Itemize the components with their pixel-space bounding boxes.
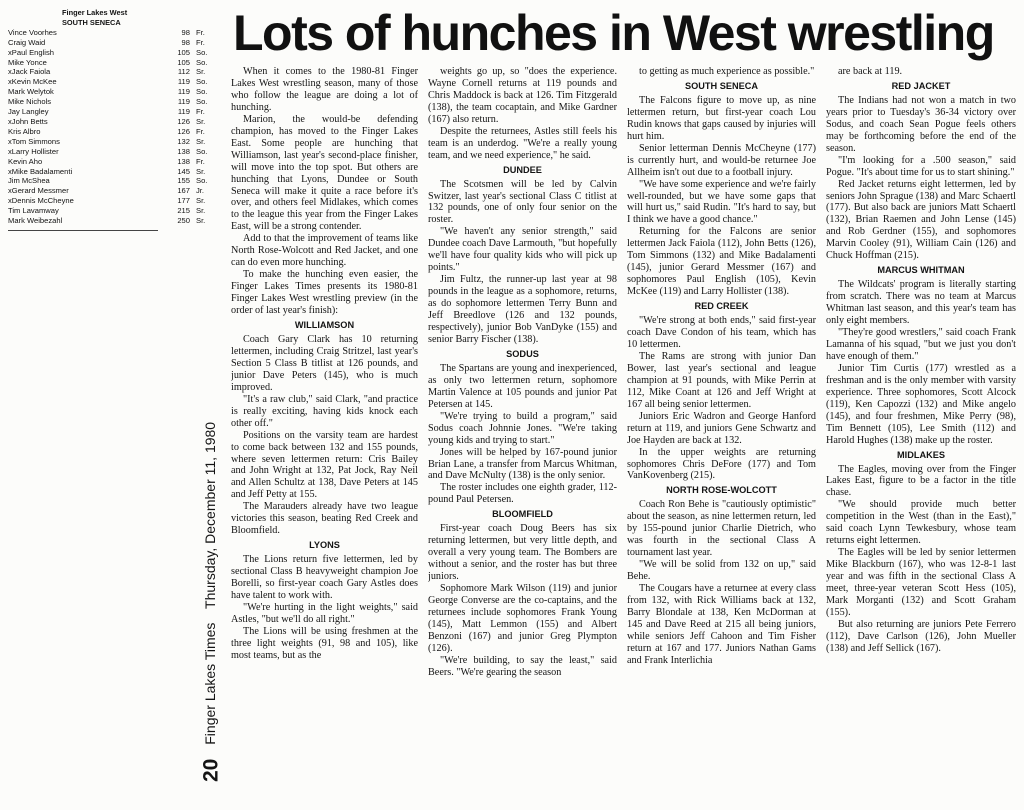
roster-year: So. [196,87,208,97]
roster-name: xPaul English [8,47,55,57]
section-heading: MARCUS WHITMAN [877,265,965,276]
roster-name: xTom Simmons [8,136,60,146]
roster-row [8,147,226,157]
roster-name: Jim McShea [8,176,50,186]
article-paragraph: Coach Ron Behe is "cautiously optimistic" about the season, as nine lettermen return, led by 155-pound junior Charlie Dietrich, who was fourth in the sectional Class A tournament last year. [627,499,816,559]
article-paragraph: Coach Gary Clark has 10 returning lettermen, including Craig Stritzel, last year's Section 5 Class B titlist at 126 pounds, and junior Dave Peters (145), who is much improved. [231,333,418,393]
article-paragraph: The Lions return five lettermen, led by sectional Class B heavyweight champion Joe Borelli, so first-year coach Gary Astles does have talent to work with. [231,554,418,601]
section-heading: MIDLAKES [897,449,945,460]
roster-name: xMike Badalamenti [8,166,73,176]
article-paragraph: Jones will be helped by 167-pound junior Brian Lane, a transfer from Marcus Whitman, and Dave McNulty (138) is the only senior. [428,446,617,482]
roster-box [8,8,226,231]
article-paragraph: Positions on the varsity team are hardest to come back between 132 and 155 pounds, where seven lettermen return: Cris Bailey and John Wright at 132, Pat Jock, Ray Neil and Allen Schultz at 138, Dave Peters at 145 and Jeff Petty at 155. [231,429,418,501]
roster-row [8,117,226,127]
article-paragraph: The Lions will be using freshmen at the three light weights (91, 98 and 105), like most teams, but as the [231,625,418,661]
article-paragraph: "We're hurting in the light weights," said Astles, "but we'll do all right." [231,601,418,625]
roster-row [8,107,226,117]
section-heading: WILLIAMSON [294,320,355,331]
roster-name: Mike Nichols [8,97,52,107]
roster-weight: 126 [177,126,190,136]
roster-name: Mark Welytok [8,87,54,97]
article-paragraph: Junior Tim Curtis (177) wrestled as a freshman and is the only member with varsity experience. Three sophomores, Scott Alcock (119), Ken Capozzi (132) and Mike angelo (145), and four freshmen, Mike Perry (98), Tim Bennett (105), Lee Smith (112) and Harold Hughes (138) make up the roster. [826,362,1016,446]
roster-weight: 119 [177,107,190,117]
roster-weight: 105 [177,57,190,67]
issue-date: Thursday, December 11, 1980 [202,421,218,609]
article-paragraph: weights go up, so "does the experience. Wayne Cornell returns at 119 pounds and Chris Maddock is back at 126. Tim Fitzgerald (138), the team cocaptain, and Mike Gardner (167) also return. [428,66,617,125]
roster-year: So. [196,57,208,67]
page-number: 20 [199,758,223,782]
roster-name: xJohn Betts [8,116,48,126]
roster-team: SOUTH SENECA [62,17,121,27]
article-paragraph: to getting as much experience as possible." [639,66,815,77]
roster-year: Sr. [196,206,206,216]
roster-year: Sr. [196,166,206,176]
roster-row [8,196,226,206]
roster-year: Sr. [196,67,206,77]
article-paragraph: "I'm looking for a .500 season," said Pogue. "It's about time for us to start shining." [826,154,1016,178]
roster-year: So. [196,146,208,156]
roster-list [8,28,226,226]
article-paragraph: "We should provide much better competition in the West (than in the East)," said coach Lynn Tewkesbury, whose team returns eight lettermen. [826,499,1016,547]
roster-name: Kris Albro [8,126,41,136]
roster-row [8,67,226,77]
roster-year: So. [196,176,208,186]
roster-name: xLarry Hollister [8,146,59,156]
article-column-4 [826,66,1016,806]
roster-year: Fr. [196,107,205,117]
roster-year: Fr. [196,27,205,37]
roster-row [8,77,226,87]
article-paragraph: are back at 119. [838,66,903,77]
roster-row [8,48,226,58]
roster-year: Sr. [196,116,206,126]
roster-weight: 119 [177,97,190,107]
roster-year: Sr. [196,136,206,146]
roster-row [8,127,226,137]
article-paragraph: The roster includes one eighth grader, 112-pound Paul Petersen. [428,482,617,506]
publication-name: Finger Lakes Times [202,622,218,745]
section-heading: SOUTH SENECA [685,80,758,91]
article-paragraph: The Eagles will be led by senior lettermen Mike Blackburn (167), who was 12-8-1 last year and was fifth in the sectional Class A meet, three-year veteran Scott Hess (105), Mark Morganti (132) and Scott Graham (155). [826,547,1016,618]
roster-year: So. [196,77,208,87]
roster-row [8,58,226,68]
article-paragraph: "It's a raw club," said Clark, "and practice is really exciting, having kids knock each other off." [231,393,418,429]
roster-name: Kevin Aho [8,156,43,166]
roster-year: Jr. [196,186,205,196]
article-paragraph: Senior letterman Dennis McCheyne (177) is currently hurt, and would-be returnee Joe Allheim isn't out due to a football injury. [627,142,816,178]
article-paragraph: When it comes to the 1980-81 Finger Lakes West wrestling season, many of those who follow the league are doing a lot of hunching. [231,66,418,113]
roster-weight: 98 [181,27,190,37]
roster-year: So. [196,47,208,57]
page-sidebar [150,360,223,800]
roster-weight: 105 [177,47,190,57]
roster-weight: 250 [177,216,190,226]
roster-name: xKevin McKee [8,77,57,87]
article-paragraph: "We have some experience and we're fairly well-rounded, but we have some gaps that will hurt us," said Rudin. "It's hard to say, but I think we have a good chance." [627,178,816,226]
roster-weight: 138 [177,146,190,156]
roster-name: Mark Weibezahl [8,216,63,226]
article-paragraph: The Wildcats' program is literally starting from scratch. There was no team at Marcus Whitman last season, and this year's team has only eight members. [826,279,1016,327]
roster-name: Craig Waid [8,37,46,47]
roster-name: xDennis McCheyne [8,196,74,206]
roster-year: Fr. [196,156,205,166]
section-heading: RED CREEK [694,301,749,312]
roster-weight: 119 [177,87,190,97]
article-paragraph: "We're trying to build a program," said Sodus coach Johnnie Jones. "We're taking young kids and trying to start." [428,410,617,446]
article-paragraph: Sophomore Mark Wilson (119) and junior George Converse are the co-captains, and the returnees include sophomores Frank Young (145), Matt Lemmon (155) and Albert Benzoni (167) and junior Greg Plympton (126). [428,583,617,654]
article-paragraph: But also returning are juniors Pete Ferrero (112), Dave Carlson (126), John Mueller (138) and Jeff Sellick (167). [826,618,1016,654]
roster-weight: 155 [177,176,190,186]
roster-weight: 119 [177,77,190,87]
roster-year: Fr. [196,37,205,47]
article-paragraph: "We haven't any senior strength," said Dundee coach Dave Larmouth, "but hopefully we'll have four quality kids who will pick up points." [428,226,617,274]
roster-row [8,176,226,186]
roster-year: Fr. [196,126,205,136]
article-paragraph: Jim Fultz, the runner-up last year at 98 pounds in the league as a sophomore, returns, as do sophomore lettermen Terry Bunn and Jeff Breedlove (126 and 132 pounds, respectively), junior Bob VanDyke (155) and senior Barry Fischer (138). [428,274,617,345]
roster-weight: 112 [177,67,190,77]
roster-year: Sr. [196,216,206,226]
roster-row [8,137,226,147]
section-heading: RED JACKET [891,80,951,91]
roster-name: Jay Langley [8,107,49,117]
roster-weight: 98 [181,37,190,47]
roster-row [8,38,226,48]
roster-row [8,206,226,216]
roster-name: Mike Yonce [8,57,47,67]
section-heading: SODUS [506,348,539,359]
article-paragraph: To make the hunching even easier, the Finger Lakes Times presents its 1980-81 Finger Lakes West wrestling preview (in the order of last year's finish): [231,269,418,317]
roster-school: Finger Lakes West [62,8,128,17]
article-paragraph: Despite the returnees, Astles still feels his team is an underdog. "We're a really young team, and we need experience," he said. [428,125,617,161]
roster-row [8,28,226,38]
roster-name: xGerard Messmer [8,186,69,196]
article-paragraph: The Scotsmen will be led by Calvin Switzer, last year's sectional Class C titlist at 132 pounds, one of only four senior on the roster. [428,178,617,226]
roster-name: xJack Faiola [8,67,51,77]
article-paragraph: Juniors Eric Wadron and George Hanford return at 119, and juniors Gene Schwartz and Joe Hayden are back at 132. [627,410,816,446]
article-paragraph: In the upper weights are returning sophomores Chris DeFore (177) and Tom VanKovenberg (215). [627,446,816,482]
article-paragraph: The Marauders already have two league victories this season, beating Red Creek and Bloomfield. [231,501,418,537]
roster-row [8,97,226,107]
article-column-2 [428,66,617,806]
roster-row [8,157,226,167]
article-paragraph: The Eagles, moving over from the Finger Lakes East, figure to be a factor in the title chase. [826,463,1016,499]
headline: Lots of hunches in West wrestling [233,5,994,61]
article-paragraph: "We will be solid from 132 on up," said Behe. [627,559,816,583]
roster-year: So. [196,97,208,107]
roster-weight: 126 [177,116,190,126]
article-paragraph: The Spartans are young and inexperienced, as only two lettermen return, sophomore Martin Valence at 105 pounds and junior Pat Petersen at 145. [428,362,617,410]
article-paragraph: The Cougars have a returnee at every class from 132, with Rick Williams back at 132, Barry Blondale at 138, Ken McDorman at 145 and Dave Reed at 215 all being juniors, while seniors Jeff Cahoon and Tim Fisher return at 167 and 177. Juniors Nathan Gams and Frank Interlichia [627,583,816,666]
roster-name: Tim Lavamway [8,206,59,216]
roster-row [8,87,226,97]
article-column-3 [627,66,816,806]
article-paragraph: First-year coach Doug Beers has six returning lettermen, but very little depth, and overall a very young team. The Bombers are without a senior, and the roster has but three juniors. [428,523,617,583]
article-column-1 [231,66,418,806]
roster-weight: 177 [177,196,190,206]
article-paragraph: Returning for the Falcons are senior lettermen Jack Faiola (112), John Betts (126), Tom Simmons (132) and Mike Badalamenti (145), junior Gerard Messmer (167) and sophomores Paul English (105), Kevin McKee (119) and Larry Hollister (138). [627,226,816,298]
article-paragraph: The Falcons figure to move up, as nine lettermen return, but first-year coach Lou Rudin knows that gaps caused by injuries will hurt him. [627,94,816,142]
roster-row [8,216,226,226]
roster-rule [8,230,158,231]
article-paragraph: The Indians had not won a match in two years prior to Tuesday's 36-34 victory over Sodus, and coach Sean Pogue feels others may be forthcoming before the end of the season. [826,94,1016,154]
roster-row [8,167,226,177]
roster-weight: 167 [177,186,190,196]
article-paragraph: "They're good wrestlers," said coach Frank Lamanna of his squad, "but we just you don't have enough of them." [826,327,1016,362]
roster-weight: 138 [177,156,190,166]
article-paragraph: Marion, the would-be defending champion, has moved to the Finger Lakes East. Some people are hunching that Williamson, last year's second-place finisher, will move into the top spot. But others are hunching that Lyons, Dundee or South Seneca will make it quite a race before it's over, and others feel Midlakes, which comes to the league this year from the Finger Lakes East, will be a strong contender. [231,113,418,233]
article-paragraph: The Rams are strong with junior Dan Bower, last year's sectional and league champion at 91 pounds, with Mike Perrin at 112, Mike Coant at 126 and Jeff Wright at 167 all being senior lettermen. [627,350,816,410]
article-paragraph: Red Jacket returns eight lettermen, led by seniors John Sprague (138) and Marc Schaertl (177). But also back are juniors Matt Schaertl (132), Brian Raemen and John Lense (145) and Rob Gerdner (155), and sophomores Marvin Cooley (91), William Cain (126) and Chuck Hoffman (215). [826,178,1016,262]
section-heading: LYONS [309,540,340,551]
article-paragraph: "We're building, to say the least," said Beers. "We're gearing the season [428,654,617,678]
roster-weight: 215 [177,206,190,216]
article-paragraph: Add to that the improvement of teams like North Rose-Wolcott and Red Jacket, and one can do even more hunching. [231,233,418,269]
roster-year: Sr. [196,196,206,206]
roster-weight: 132 [177,136,190,146]
roster-row [8,186,226,196]
roster-weight: 145 [177,166,190,176]
section-heading: DUNDEE [503,164,542,175]
section-heading: NORTH ROSE-WOLCOTT [666,485,777,496]
roster-name: Vince Voorhes [8,27,57,37]
section-heading: BLOOMFIELD [492,509,553,520]
article-paragraph: "We're strong at both ends," said first-year coach Dave Condon of his team, which has 10 lettermen. [627,315,816,350]
